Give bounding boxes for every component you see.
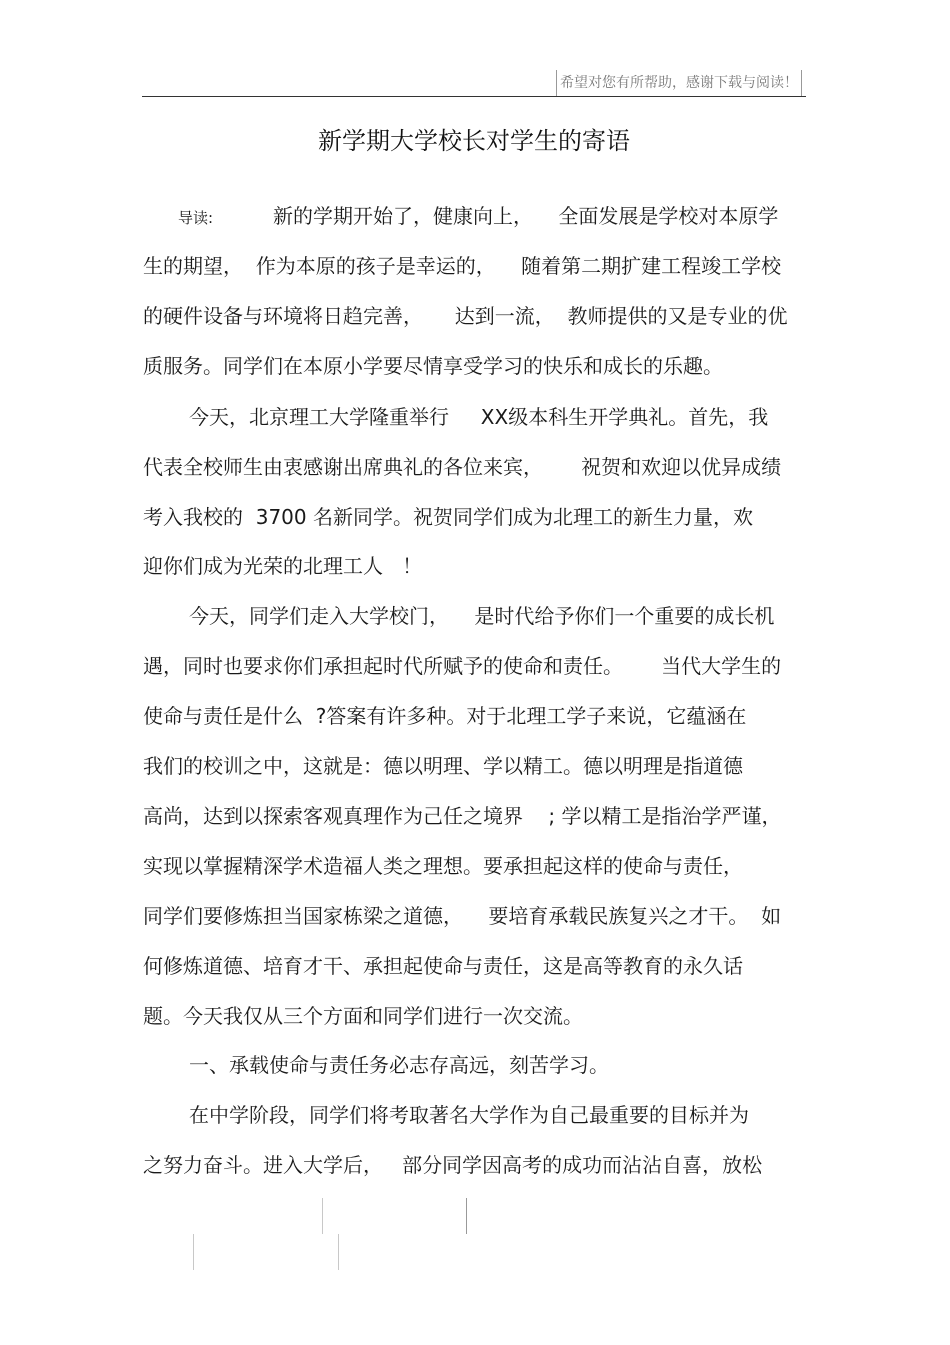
paragraph-line: 实现以掌握精深学术造福人类之理想。要承担起这样的使命与责任， [143, 854, 743, 878]
lead-line: 的硬件设备与环境将日趋完善， 达到一流， 教师提供的又是专业的优 [143, 304, 788, 328]
page-title: 新学期大学校长对学生的寄语 [318, 127, 630, 155]
paragraph-line: 今天，同学们走入大学校门， 是时代给予你们一个重要的成长机 [189, 604, 775, 628]
header-tagline: 希望对您有所帮助，感谢下载与阅读！ [556, 70, 802, 96]
paragraph-line: 代表全校师生由衷感谢出席典礼的各位来宾， 祝贺和欢迎以优异成绩 [143, 455, 782, 479]
paragraph-line: 今天，北京理工大学隆重举行 XX级本科生开学典礼。首先，我 [189, 405, 769, 429]
paragraph-line: 在中学阶段，同学们将考取著名大学作为自己最重要的目标并为 [189, 1103, 749, 1127]
paragraph-line: 遇，同时也要求你们承担起时代所赋予的使命和责任。 当代大学生的 [143, 654, 782, 678]
paragraph-line: 迎你们成为光荣的北理工人 ！ [143, 554, 423, 578]
scan-artifact-line [193, 1234, 194, 1270]
section-heading: 一、承载使命与责任务必志存高远，刻苦学习。 [189, 1053, 609, 1077]
scan-artifact-line [322, 1198, 323, 1234]
lead-line: 生的期望， 作为本原的孩子是幸运的， 随着第二期扩建工程竣工学校 [143, 254, 782, 278]
paragraph-line: 同学们要修炼担当国家栋梁之道德， 要培育承载民族复兴之才干。 如 [143, 904, 782, 928]
paragraph-line: 何修炼道德、培育才干、承担起使命与责任，这是高等教育的永久话 [143, 954, 743, 978]
scan-artifact-line [338, 1234, 339, 1270]
lead-label: 导读: [178, 209, 214, 227]
header-divider [142, 96, 806, 97]
paragraph-line: 高尚，达到以探索客观真理作为己任之境界 ; 学以精工是指治学严谨， [143, 804, 782, 828]
paragraph-line: 考入我校的 3700 名新同学。祝贺同学们成为北理工的新生力量，欢 [143, 505, 753, 529]
paragraph-line: 使命与责任是什么 ?答案有许多种。对于北理工学子来说，它蕴涵在 [143, 704, 747, 728]
paragraph-line: 题。今天我仅从三个方面和同学们进行一次交流。 [143, 1004, 583, 1028]
paragraph-line: 我们的校训之中，这就是：德以明理、学以精工。德以明理是指道德 [143, 754, 743, 778]
scan-artifact-line [466, 1198, 467, 1234]
lead-line: 新的学期开始了，健康向上， 全面发展是学校对本原学 [273, 204, 779, 228]
paragraph-line: 之努力奋斗。进入大学后， 部分同学因高考的成功而沾沾自喜，放松 [143, 1153, 763, 1177]
lead-line: 质服务。同学们在本原小学要尽情享受学习的快乐和成长的乐趣。 [143, 354, 723, 378]
